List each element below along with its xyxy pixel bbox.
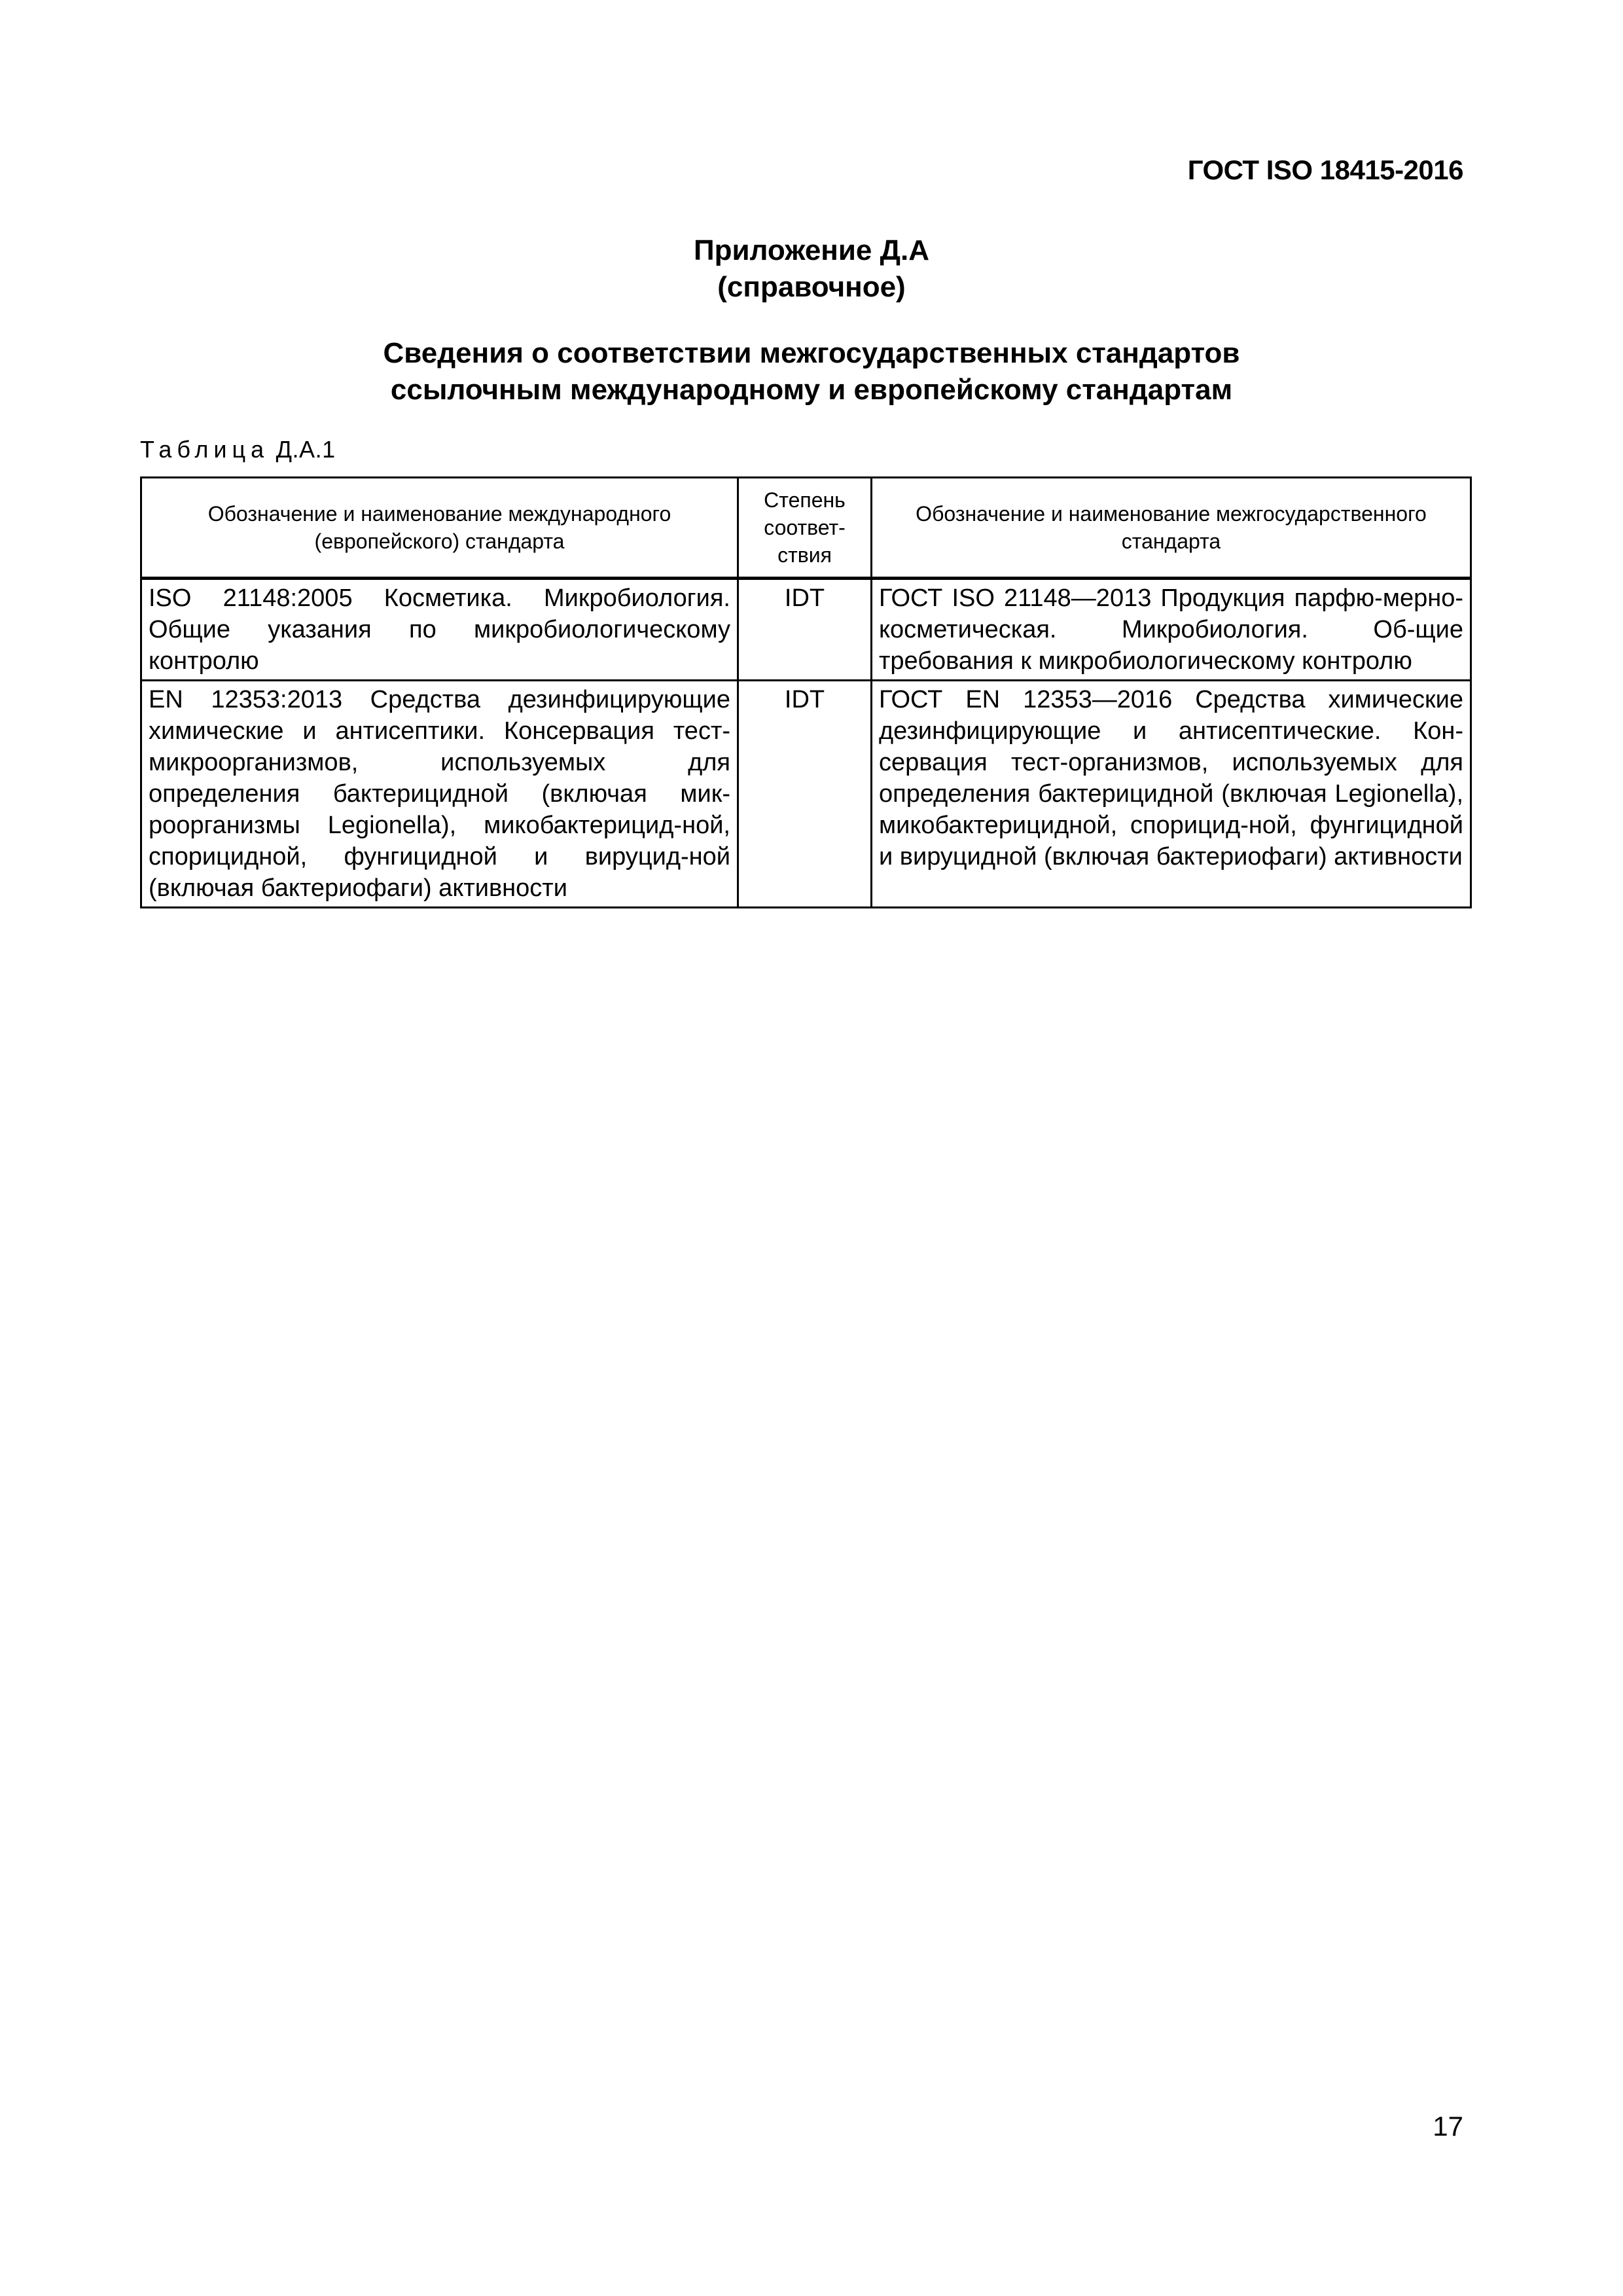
annex-heading [0, 335, 1623, 408]
annex-heading-line-2: ссылочным международному и европейскому стандартам [390, 374, 1233, 406]
table-header-row [141, 478, 1471, 579]
document-code: ГОСТ ISO 18415-2016 [1187, 154, 1463, 185]
header-interstate-standard: Обозначение и наименование межгосударственного стандарта [872, 478, 1471, 579]
cell-degree: IDT [738, 681, 872, 908]
table-row [141, 681, 1471, 908]
correspondence-table [140, 476, 1472, 908]
annex-subtitle: (справочное) [717, 271, 906, 303]
table-caption-word: Таблица [140, 436, 270, 463]
annex-header [0, 232, 1623, 306]
table-row [141, 579, 1471, 681]
table-caption-number: Д.А.1 [276, 436, 336, 463]
header-international-standard: Обозначение и наименование международного (европейского) стандарта [141, 478, 738, 579]
cell-international-standard: ISO 21148:2005 Косметика. Микробиология. Общие указания по микробиологическому контролю [141, 579, 738, 681]
header-degree-of-correspondence: Степень соответ-ствия [738, 478, 872, 579]
table-caption [140, 436, 336, 463]
cell-degree: IDT [738, 579, 872, 681]
cell-interstate-standard: ГОСТ ISO 21148—2013 Продукция парфю-мерно-косметическая. Микробиология. Об-щие требования к микробиологическому контролю [872, 579, 1471, 681]
cell-international-standard: EN 12353:2013 Средства дезинфицирующие химические и антисептики. Консервация тест-микроорганизмов, используемых для определения бактерицидной (включая мик-роорганизмы Legionella), микобактерицид-ной, спорицидной, фунгицидной и вируцид-ной (включая бактериофаги) активности [141, 681, 738, 908]
page-number: 17 [1433, 2111, 1463, 2142]
cell-interstate-standard: ГОСТ EN 12353—2016 Средства химические дезинфицирующие и антисептические. Кон-сервация тест-организмов, используемых для определения бактерицидной (включая Legionella), микобактерицидной, спорицид-ной, фунгицидной и вируцидной (включая бактериофаги) активности [872, 681, 1471, 908]
annex-title: Приложение Д.А [694, 234, 929, 266]
annex-heading-line-1: Сведения о соответствии межгосударственных стандартов [383, 337, 1240, 369]
